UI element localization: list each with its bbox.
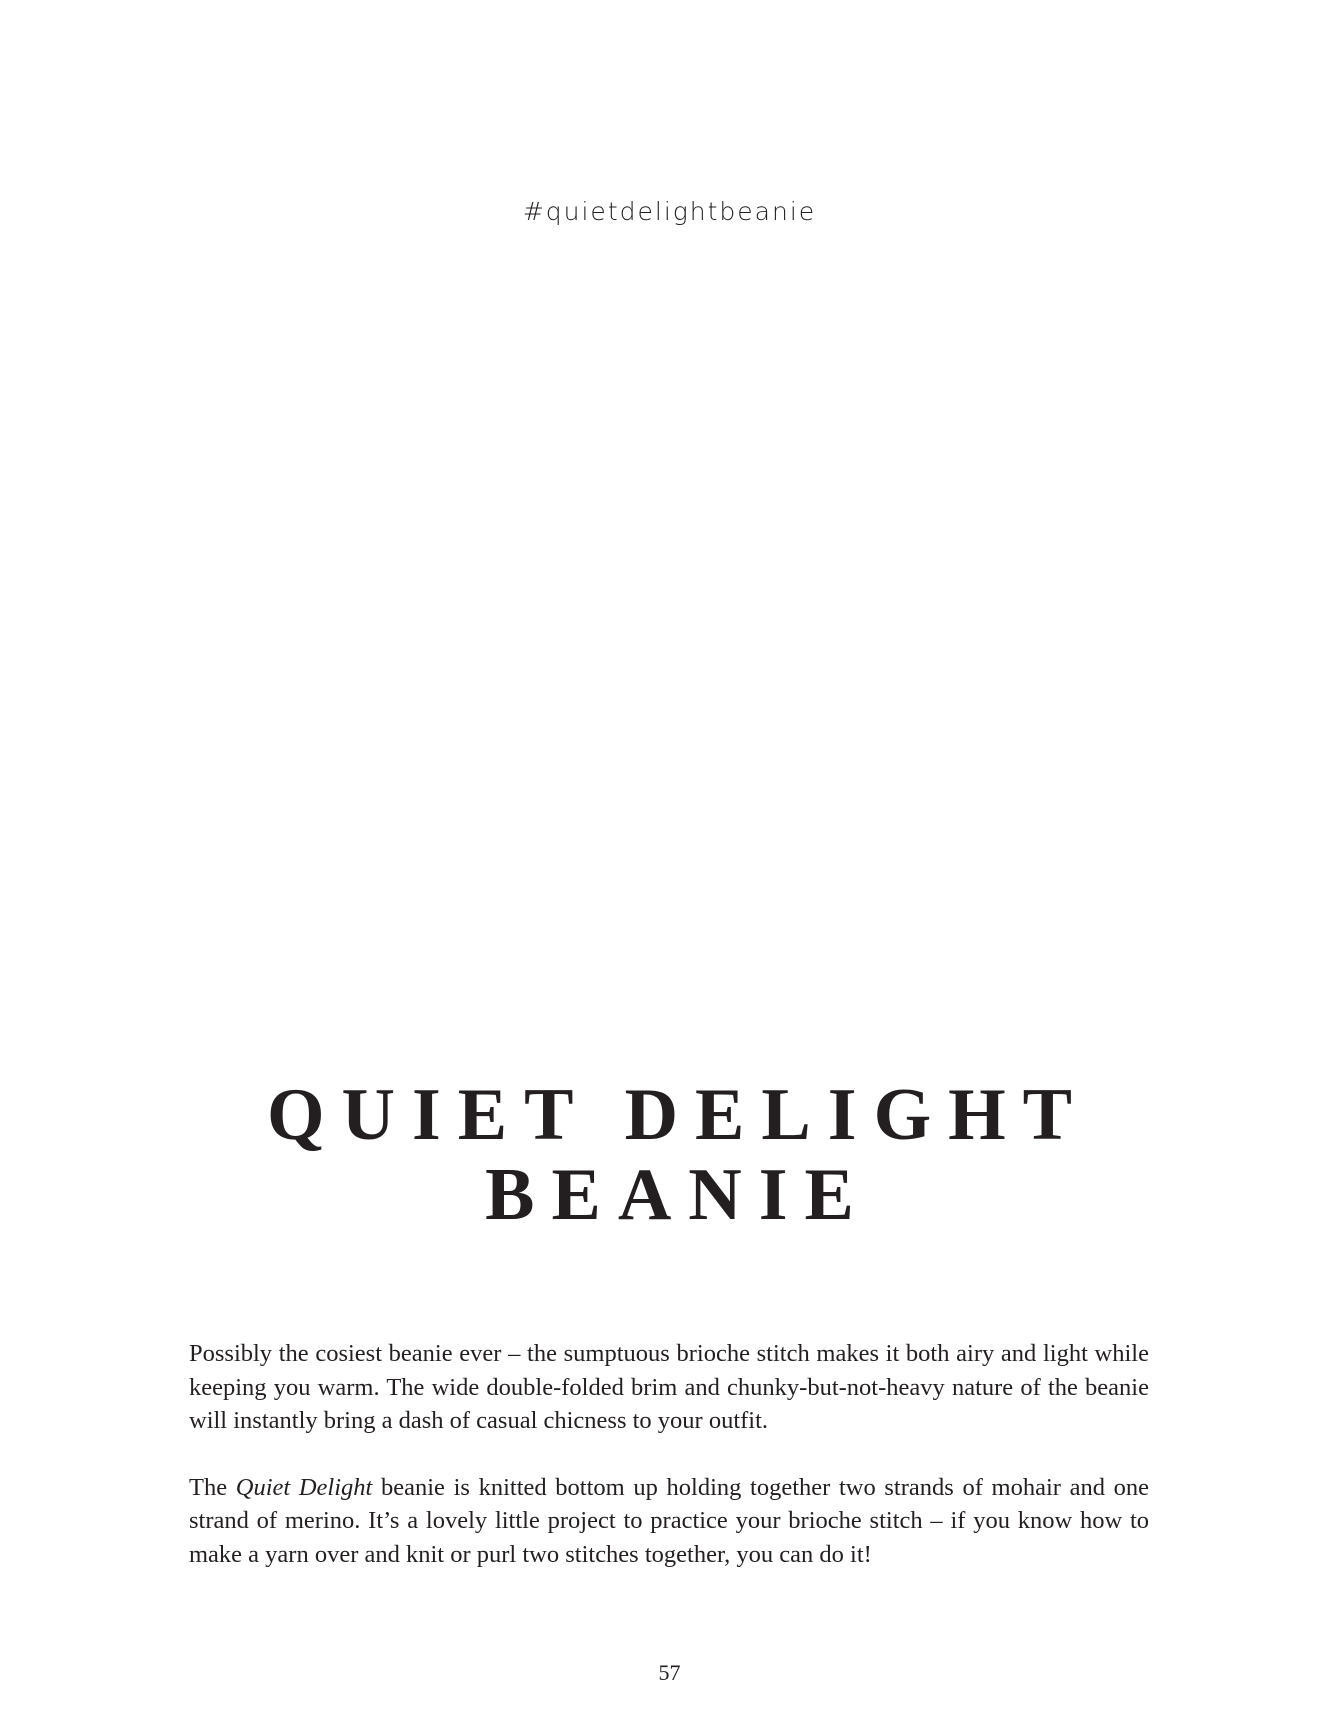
paragraph-2-suffix: beanie is knitted bottom up holding together two strands of mohair and one strand of merino. It’s a lovely little project to practice your brioche stitch – if you know how to make a yarn over and knit or purl two stitches together, you can do it! [189,1473,1149,1568]
page-number: 57 [658,1660,681,1685]
paragraph-2-italic: Quiet Delight [235,1473,373,1501]
hashtag: #quietdelightbeanie [522,197,817,226]
title-line-1: QUIET DELIGHT [266,1074,1090,1156]
paragraph-2-prefix: The [189,1473,236,1501]
body-text [189,1337,1149,1604]
paragraph-2 [189,1471,1149,1572]
title-line-2: BEANIE [485,1154,871,1236]
paragraph-1: Possibly the cosiest beanie ever – the sumptuous brioche stitch makes it both airy and light while keeping you warm. The wide double-folded brim and chunky-but-not-heavy nature of the beanie will instantly bring a dash of casual chicness to your outfit. [189,1340,1149,1434]
page-title [0,1075,1339,1235]
